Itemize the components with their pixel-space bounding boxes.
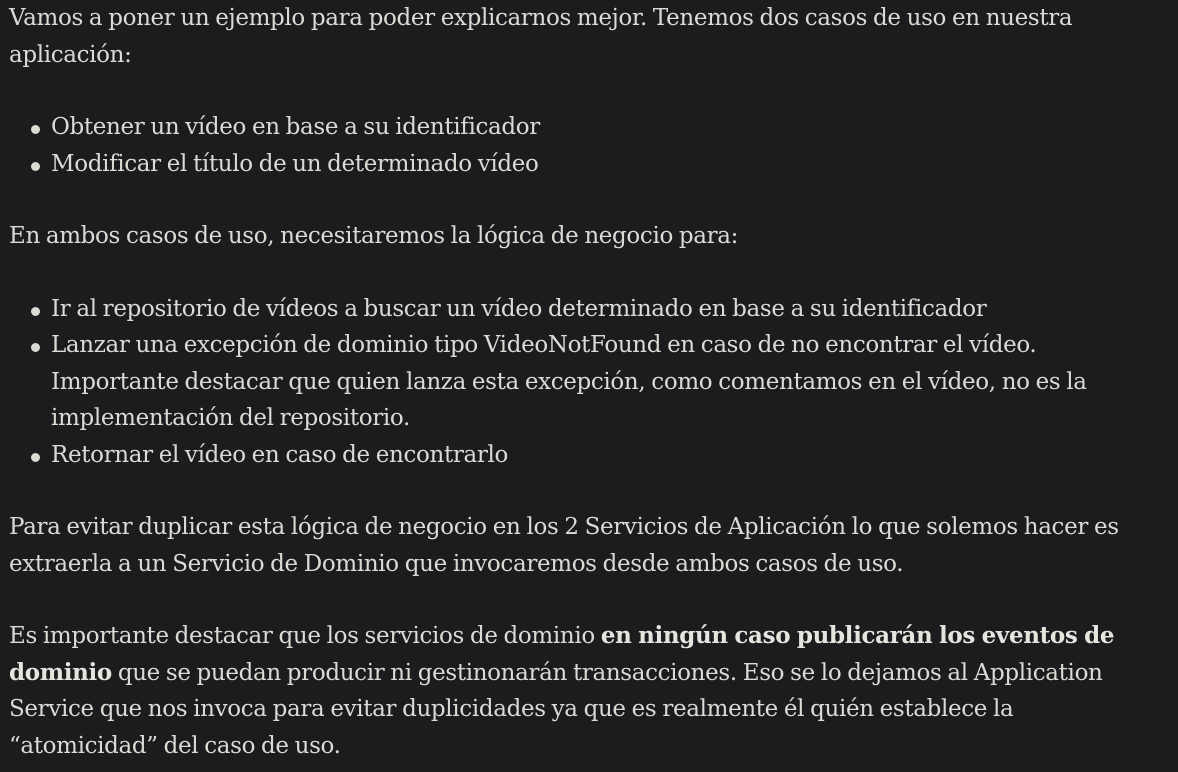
list-item: Retornar el vídeo en caso de encontrarlo bbox=[51, 437, 1131, 474]
spacer bbox=[9, 473, 1178, 509]
important-note-paragraph bbox=[9, 618, 1119, 764]
use-case-list bbox=[9, 109, 1131, 182]
note-bold-text: en ningún caso publicarán los eventos de dominio bbox=[9, 622, 1115, 686]
list-item: Obtener un vídeo en base a su identificador bbox=[51, 109, 1131, 146]
spacer bbox=[9, 182, 1178, 218]
domain-service-paragraph: Para evitar duplicar esta lógica de negocio en los 2 Servicios de Aplicación lo que solemos hacer es extraerla a un Servicio de Dominio que invocaremos desde ambos casos de uso. bbox=[9, 514, 1119, 577]
spacer bbox=[9, 582, 1178, 618]
note-text-start: Es importante destacar que los servicios de dominio bbox=[9, 623, 601, 649]
note-text-end: que se puedan producir ni gestinonarán transacciones. Eso se lo dejamos al Application Service que nos invoca para evitar duplicidades ya que es realmente él quién establece la “atomicidad” del caso de uso. bbox=[9, 659, 1103, 759]
spacer bbox=[9, 73, 1178, 109]
list-item: Modificar el título de un determinado vídeo bbox=[51, 146, 1131, 183]
list-item: Lanzar una excepción de dominio tipo VideoNotFound en caso de no encontrar el vídeo. Importante destacar que quien lanza esta excepción, como comentamos en el vídeo, no es la implementación del repositorio. bbox=[51, 327, 1131, 437]
logic-step-list bbox=[9, 291, 1131, 474]
intro-paragraph: Vamos a poner un ejemplo para poder explicarnos mejor. Tenemos dos casos de uso en nuestra aplicación: bbox=[9, 5, 1073, 68]
spacer bbox=[9, 255, 1178, 291]
list-item: Ir al repositorio de vídeos a buscar un vídeo determinado en base a su identificador bbox=[51, 291, 1131, 328]
logic-intro-paragraph: En ambos casos de uso, necesitaremos la lógica de negocio para: bbox=[9, 223, 739, 249]
